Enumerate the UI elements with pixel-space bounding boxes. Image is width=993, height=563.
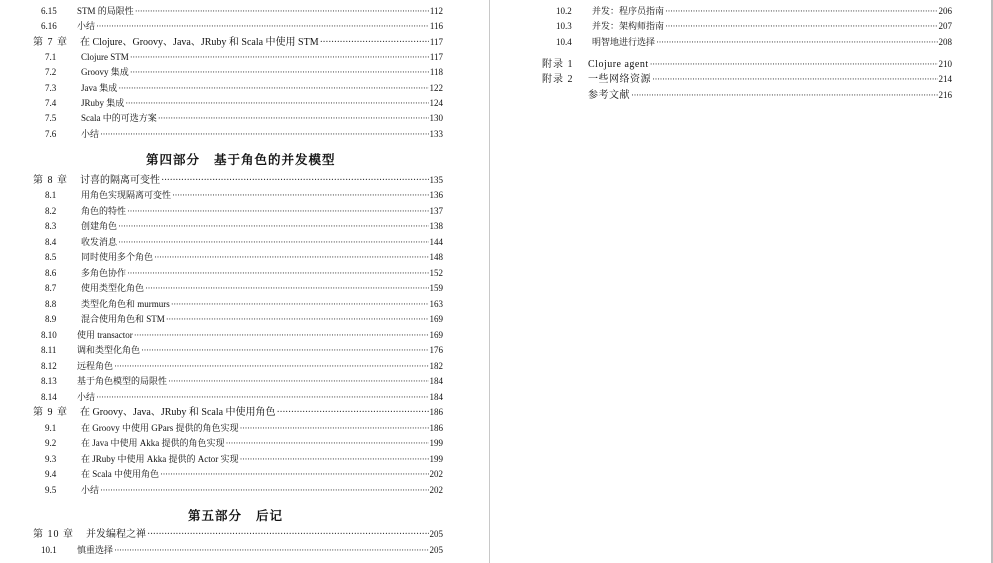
dot-leader [650, 57, 938, 72]
entry-title: 小结 [77, 392, 96, 402]
dot-leader [665, 4, 937, 19]
entry-title: 类型化角色和 murmurs [81, 299, 170, 309]
entry-title: 在 Java 中使用 Akka 提供的角色实现 [81, 438, 225, 448]
page-number: 186 [429, 407, 443, 417]
toc-section-entry[interactable] [45, 235, 443, 250]
toc-section-entry[interactable] [45, 421, 443, 436]
toc-section-entry[interactable] [45, 204, 443, 219]
page-number: 148 [429, 252, 443, 262]
entry-title: 讨喜的隔离可变性 [80, 175, 160, 186]
entry-title: 明智地进行选择 [592, 37, 656, 47]
page-number: 169 [429, 314, 443, 324]
entry-title: 在 Clojure、Groovy、Java、JRuby 和 Scala 中使用 STM [80, 37, 319, 48]
entry-number: 8.7 [45, 283, 57, 293]
dot-leader [114, 543, 428, 558]
page-number: 206 [938, 6, 952, 16]
page-number: 116 [429, 21, 443, 31]
dot-leader [127, 266, 428, 281]
page-number: 208 [938, 37, 952, 47]
entry-number: 第 8 章 [33, 175, 68, 186]
page-number: 136 [429, 190, 443, 200]
entry-number: 8.8 [45, 299, 57, 309]
toc-section-entry[interactable] [45, 50, 443, 65]
part-title: 后记 [256, 508, 284, 523]
part-label: 第五部分 [188, 508, 243, 523]
entry-number: 8.5 [45, 252, 57, 262]
page-number: 199 [429, 438, 443, 448]
entry-number: 7.3 [45, 83, 57, 93]
entry-title: 参考文献 [588, 90, 630, 101]
page-number: 186 [429, 423, 443, 433]
page-number: 117 [429, 37, 443, 47]
entry-title: 远程角色 [77, 361, 114, 371]
entry-title: 混合使用角色和 STM [81, 314, 165, 324]
dot-leader [147, 527, 429, 542]
dot-leader [118, 81, 428, 96]
toc-section-entry[interactable] [41, 543, 443, 558]
toc-section-entry[interactable] [45, 452, 443, 467]
page-number: 176 [429, 345, 443, 355]
entry-title: 使用类型化角色 [81, 283, 145, 293]
page-number: 163 [429, 299, 443, 309]
toc-section-entry[interactable] [556, 4, 952, 19]
toc-section-entry[interactable] [45, 81, 443, 96]
entry-number: 7.4 [45, 98, 57, 108]
page-number: 184 [429, 376, 443, 386]
entry-title: 创建角色 [81, 221, 118, 231]
page-number: 182 [429, 361, 443, 371]
toc-section-entry[interactable] [41, 19, 443, 34]
dot-leader [171, 297, 429, 312]
page-number: 159 [429, 283, 443, 293]
dot-leader [240, 452, 429, 467]
page-number: 117 [429, 52, 443, 62]
entry-number: 附录 1 [542, 59, 574, 70]
toc-chapter-entry[interactable] [33, 527, 443, 542]
entry-number: 10.1 [41, 545, 57, 555]
dot-leader [96, 390, 428, 405]
entry-title: 在 Groovy、Java、JRuby 和 Scala 中使用角色 [80, 407, 276, 418]
entry-title: STM 的局限性 [77, 6, 134, 16]
dot-leader [125, 96, 428, 111]
entry-number: 8.14 [41, 392, 57, 402]
entry-number: 8.12 [41, 361, 57, 371]
toc-section-entry[interactable] [45, 219, 443, 234]
page-number: 135 [429, 175, 443, 185]
dot-leader [166, 312, 429, 327]
entry-title: 同时使用多个角色 [81, 252, 154, 262]
entry-number: 6.16 [41, 21, 57, 31]
toc-appendix-entry[interactable] [542, 88, 952, 103]
toc-section-entry[interactable] [41, 359, 443, 374]
dot-leader [656, 35, 937, 50]
entry-title: 小结 [77, 21, 96, 31]
entry-number: 第 9 章 [33, 407, 68, 418]
entry-number: 8.6 [45, 268, 57, 278]
part-heading [146, 150, 336, 168]
entry-number: 8.1 [45, 190, 57, 200]
page-number: 122 [429, 83, 443, 93]
entry-number: 8.13 [41, 376, 57, 386]
page-number: 137 [429, 206, 443, 216]
entry-number: 9.2 [45, 438, 57, 448]
entry-number: 7.5 [45, 113, 57, 123]
right-page [490, 0, 993, 563]
page-number: 112 [429, 6, 443, 16]
dot-leader [158, 111, 429, 126]
entry-title: Clojure STM [81, 52, 129, 62]
dot-leader [652, 72, 938, 87]
entry-number: 附录 2 [542, 74, 574, 85]
dot-leader [135, 4, 429, 19]
entry-number: 9.3 [45, 454, 57, 464]
entry-title: 使用 transactor [77, 330, 133, 340]
dot-leader [100, 127, 428, 142]
toc-section-entry[interactable] [41, 374, 443, 389]
dot-leader [161, 173, 429, 188]
entry-number: 第 7 章 [33, 37, 68, 48]
toc-section-entry[interactable] [45, 127, 443, 142]
toc-chapter-entry[interactable] [33, 173, 443, 188]
entry-number: 7.1 [45, 52, 57, 62]
entry-number: 8.10 [41, 330, 57, 340]
dot-leader [96, 19, 429, 34]
toc-appendix-entry[interactable] [542, 57, 952, 72]
toc-section-entry[interactable] [41, 343, 443, 358]
dot-leader [172, 188, 428, 203]
dot-leader [118, 219, 428, 234]
entry-number: 7.2 [45, 67, 57, 77]
page-number: 133 [429, 129, 443, 139]
entry-number: 8.11 [41, 345, 57, 355]
entry-number: 8.2 [45, 206, 57, 216]
dot-leader [114, 359, 428, 374]
page-number: 216 [938, 90, 952, 100]
toc-section-entry[interactable] [45, 111, 443, 126]
entry-number: 10.3 [556, 21, 572, 31]
dot-leader [130, 50, 429, 65]
toc-section-entry[interactable] [45, 266, 443, 281]
entry-title: Clojure agent [588, 59, 649, 70]
page-number: 169 [429, 330, 443, 340]
toc-section-entry[interactable] [556, 19, 952, 34]
toc-section-entry[interactable] [45, 297, 443, 312]
toc-section-entry[interactable] [45, 483, 443, 498]
dot-leader [631, 88, 938, 103]
toc-section-entry[interactable] [45, 281, 443, 296]
toc-section-entry[interactable] [45, 96, 443, 111]
entry-number: 9.5 [45, 485, 57, 495]
toc-section-entry[interactable] [45, 467, 443, 482]
page-number: 124 [429, 98, 443, 108]
entry-title: 一些网络资源 [588, 74, 651, 85]
dot-leader [118, 235, 428, 250]
page-number: 118 [429, 67, 443, 77]
entry-number: 6.15 [41, 6, 57, 16]
toc-section-entry[interactable] [45, 188, 443, 203]
page-number: 138 [429, 221, 443, 231]
entry-number: 9.1 [45, 423, 57, 433]
toc-section-entry[interactable] [556, 35, 952, 50]
page-number: 199 [429, 454, 443, 464]
dot-leader [141, 343, 428, 358]
page-number: 214 [938, 74, 952, 84]
entry-title: 多角色协作 [81, 268, 127, 278]
entry-title: Scala 中的可选方案 [81, 113, 157, 123]
entry-title: 调和类型化角色 [77, 345, 141, 355]
dot-leader [320, 35, 429, 50]
toc-section-entry[interactable] [41, 390, 443, 405]
entry-title: 用角色实现隔离可变性 [81, 190, 172, 200]
entry-title: 在 JRuby 中使用 Akka 提供的 Actor 实现 [81, 454, 239, 464]
entry-title: 在 Groovy 中使用 GPars 提供的角色实现 [81, 423, 239, 433]
page-number: 207 [938, 21, 952, 31]
toc-chapter-entry[interactable] [33, 405, 443, 420]
entry-number: 8.3 [45, 221, 57, 231]
entry-number: 9.4 [45, 469, 57, 479]
toc-appendix-entry[interactable] [542, 72, 952, 87]
part-heading [188, 506, 283, 524]
entry-number: 7.6 [45, 129, 57, 139]
toc-section-entry[interactable] [45, 312, 443, 327]
left-page [0, 0, 489, 563]
part-title: 基于角色的并发模型 [214, 152, 336, 167]
entry-title: 并发编程之禅 [86, 529, 146, 540]
page-number: 202 [429, 485, 443, 495]
entry-number: 第 10 章 [33, 529, 74, 540]
entry-number: 8.9 [45, 314, 57, 324]
dot-leader [145, 281, 428, 296]
entry-number: 10.4 [556, 37, 572, 47]
entry-title: 慎重选择 [77, 545, 114, 555]
page-number: 152 [429, 268, 443, 278]
toc-section-entry[interactable] [45, 250, 443, 265]
toc-section-entry[interactable] [41, 328, 443, 343]
toc-section-entry[interactable] [45, 65, 443, 80]
dot-leader [127, 204, 428, 219]
dot-leader [130, 65, 429, 80]
entry-title: 收发消息 [81, 237, 118, 247]
entry-title: 角色的特性 [81, 206, 127, 216]
page-number: 205 [429, 545, 443, 555]
page-number: 184 [429, 392, 443, 402]
page-number: 210 [938, 59, 952, 69]
entry-title: 在 Scala 中使用角色 [81, 469, 159, 479]
entry-title: JRuby 集成 [81, 98, 125, 108]
dot-leader [665, 19, 937, 34]
page-number: 144 [429, 237, 443, 247]
dot-leader [226, 436, 429, 451]
entry-title: 基于角色模型的局限性 [77, 376, 168, 386]
page-number: 130 [429, 113, 443, 123]
entry-title: Groovy 集成 [81, 67, 129, 77]
toc-section-entry[interactable] [41, 4, 443, 19]
dot-leader [100, 483, 428, 498]
dot-leader [168, 374, 428, 389]
dot-leader [154, 250, 428, 265]
entry-number: 8.4 [45, 237, 57, 247]
entry-title: 并发：程序员指南 [592, 6, 665, 16]
part-label: 第四部分 [146, 152, 201, 167]
entry-title: 小结 [81, 485, 100, 495]
entry-title: Java 集成 [81, 83, 118, 93]
page-number: 202 [429, 469, 443, 479]
entry-title: 并发：架构师指南 [592, 21, 665, 31]
toc-section-entry[interactable] [45, 436, 443, 451]
toc-chapter-entry[interactable] [33, 35, 443, 50]
dot-leader [277, 405, 429, 420]
dot-leader [134, 328, 429, 343]
dot-leader [160, 467, 429, 482]
entry-number: 10.2 [556, 6, 572, 16]
dot-leader [240, 421, 429, 436]
page-number: 205 [429, 529, 443, 539]
entry-title: 小结 [81, 129, 100, 139]
